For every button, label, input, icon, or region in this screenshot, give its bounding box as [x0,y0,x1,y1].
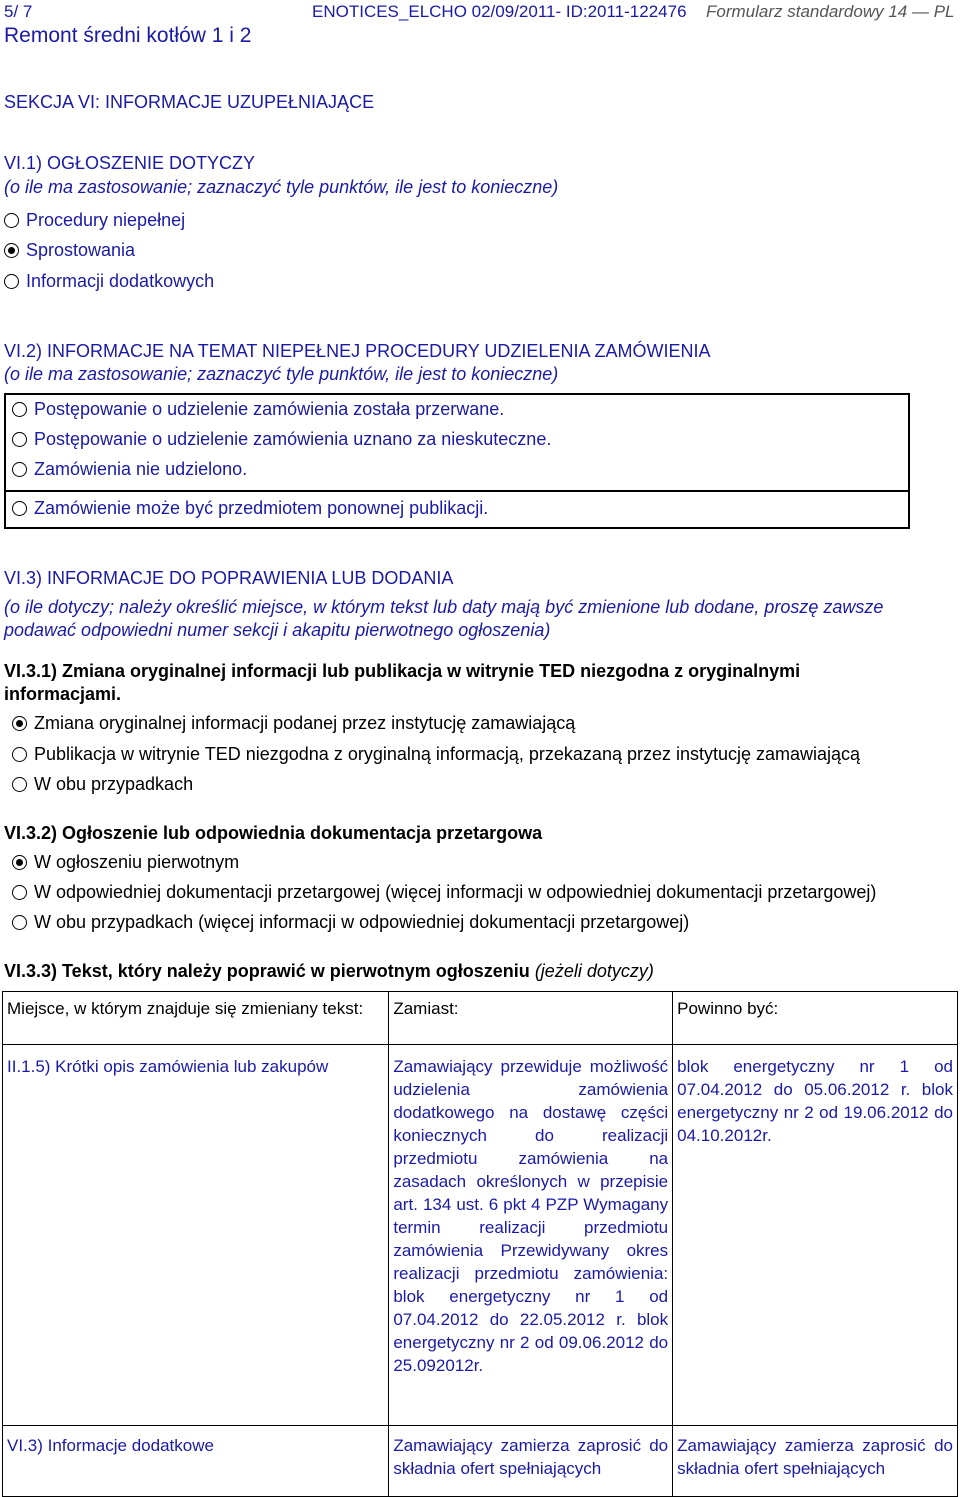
option-label: Sprostowania [26,240,136,260]
option-label: Procedury niepełnej [26,210,186,230]
option-label: Zamówienie może być przedmiotem ponownej publikacji. [34,498,489,518]
radio-empty-icon [12,501,27,516]
vi2-option[interactable] [12,459,247,480]
vi2-option[interactable] [12,399,504,420]
option-label: Postępowanie o udzielenie zamówienia uznano za nieskuteczne. [34,429,552,449]
option-label: W obu przypadkach [34,774,194,794]
vi32-option[interactable] [12,912,689,933]
header-should-be: Powinno być: [673,992,958,1045]
notice-reference: ENOTICES_ELCHO 02/09/2011- ID:2011-122476 [312,2,687,21]
vi1-option[interactable] [4,240,135,261]
vi2-heading: VI.2) INFORMACJE NA TEMAT NIEPEŁNEJ PROCEDURY UDZIELENIA ZAMÓWIENIA [4,341,711,361]
vi3-heading: VI.3) INFORMACJE DO POPRAWIENIA LUB DODANIA [4,568,454,588]
vi33-note: (jeżeli dotyczy) [534,961,654,981]
radio-empty-icon [12,915,27,930]
vi33-heading-row [4,961,654,982]
option-label: Publikacja w witrynie TED niezgodna z oryginalną informacją, przekazaną przez instytucję zamawiającą [34,744,861,764]
radio-empty-icon [4,213,19,228]
vi1-option[interactable] [4,210,185,231]
vi31-heading-line-2: informacjami. [4,684,122,704]
cell-instead: Zamawiający zamierza zaprosić do składnia ofert spełniających [389,1426,673,1497]
radio-empty-icon [12,432,27,447]
radio-checked-icon [4,243,19,258]
radio-empty-icon [12,747,27,762]
vi1-heading: VI.1) OGŁOSZENIE DOTYCZY [4,153,256,173]
cell-instead: Zamawiający przewiduje możliwość udzielenia zamówienia dodatkowego na dostawę części koniecznych do realizacji przedmiotu zamówienia na zasadach określonych w przepisie art. 134 ust. 6 pkt 4 PZP Wymagany termin realizacji przedmiotu zamówienia Przewidywany okres realizacji przedmiotu zamówienia: blok energetyczny nr 1 od 07.04.2012 do 22.05.2012 r. blok energetyczny nr 2 od 09.06.2012 do 25.092012r. [389,1045,673,1426]
radio-empty-icon [12,462,27,477]
section-heading: SEKCJA VI: INFORMACJE UZUPEŁNIAJĄCE [4,92,375,112]
radio-empty-icon [12,402,27,417]
radio-empty-icon [4,274,19,289]
option-label: Zamówienia nie udzielono. [34,459,248,479]
vi32-heading: VI.3.2) Ogłoszenie lub odpowiednia dokumentacja przetargowa [4,823,543,843]
option-label: W odpowiedniej dokumentacji przetargowej (więcej informacji w odpowiedniej dokumentacji przetargowej) [34,882,877,902]
option-label: Informacji dodatkowych [26,271,215,291]
vi32-option[interactable] [12,852,239,873]
option-label: Zmiana oryginalnej informacji podanej przez instytucję zamawiającą [34,713,576,733]
vi31-option[interactable] [12,774,193,795]
radio-checked-icon [12,855,27,870]
vi3-note-line-1: (o ile dotyczy; należy określić miejsce, w którym tekst lub daty mają być zmienione lub dodane, proszę zawsze [4,597,884,617]
header-instead: Zamiast: [389,992,673,1045]
vi31-heading-line-1: VI.3.1) Zmiana oryginalnej informacji lub publikacja w witrynie TED niezgodna z oryginalnymi [4,661,801,681]
header-place: Miejsce, w którym znajduje się zmieniany tekst: [3,992,389,1045]
vi2-note: (o ile ma zastosowanie; zaznaczyć tyle punktów, ile jest to konieczne) [4,364,559,384]
radio-empty-icon [12,885,27,900]
cell-should-be: blok energetyczny nr 1 od 07.04.2012 do 05.06.2012 r. blok energetyczny nr 2 od 19.06.2012 do 04.10.2012r. [673,1045,958,1426]
page-number: 5/ 7 [4,2,33,21]
radio-checked-icon [12,716,27,731]
vi1-note: (o ile ma zastosowanie; zaznaczyć tyle punktów, ile jest to konieczne) [4,177,559,197]
radio-empty-icon [12,777,27,792]
cell-place: VI.3) Informacje dodatkowe [3,1426,389,1497]
vi2-option[interactable] [12,498,488,519]
option-label: W obu przypadkach (więcej informacji w odpowiedniej dokumentacji przetargowej) [34,912,690,932]
divider [4,490,910,492]
cell-should-be: Zamawiający zamierza zaprosić do składnia ofert spełniających [673,1426,958,1497]
cell-place: II.1.5) Krótki opis zamówienia lub zakupów [3,1045,389,1426]
table-row [3,1426,958,1497]
vi1-option[interactable] [4,271,214,292]
table-header-row [3,992,958,1045]
vi31-option[interactable] [12,713,575,734]
option-label: Postępowanie o udzielenie zamówienia została przerwane. [34,399,505,419]
option-label: W ogłoszeniu pierwotnym [34,852,240,872]
vi31-option[interactable] [12,744,860,765]
form-name: Formularz standardowy 14 — PL [706,2,955,21]
vi3-note-line-2: podawać odpowiedni numer sekcji i akapitu pierwotnego ogłoszenia) [4,620,551,640]
table-row [3,1045,958,1426]
vi2-option[interactable] [12,429,551,450]
corrections-table [2,991,958,1497]
document-title: Remont średni kotłów 1 i 2 [4,24,252,47]
vi33-heading: VI.3.3) Tekst, który należy poprawić w pierwotnym ogłoszeniu [4,961,530,981]
vi32-option[interactable] [12,882,876,903]
